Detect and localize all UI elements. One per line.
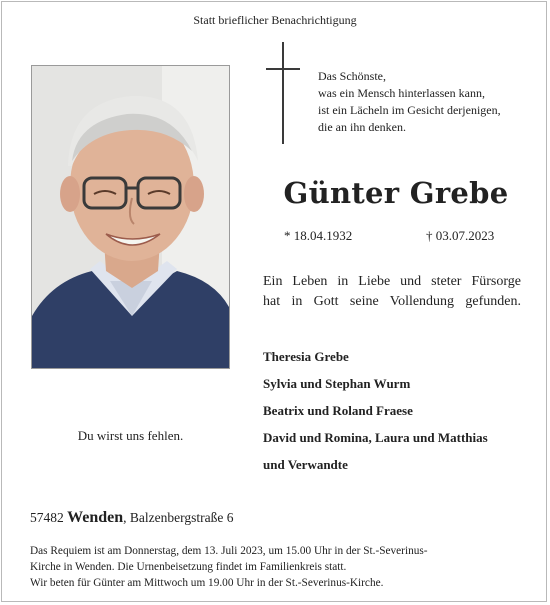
cross-icon	[266, 42, 300, 144]
poem-line: die an ihn denken.	[318, 120, 406, 134]
address-postcode: 57482	[30, 510, 64, 525]
verse-line: Ein Leben in Liebe und steter Fürsorge	[263, 274, 521, 289]
poem-line: was ein Mensch hinterlassen kann,	[318, 86, 485, 100]
notice-header: Statt brieflicher Benachrichtigung	[193, 13, 357, 27]
service-info-line: Wir beten für Günter am Mittwoch um 19.00 Uhr in der St.-Severinus-Kirche.	[30, 577, 384, 589]
death-date: † 03.07.2023	[426, 228, 495, 243]
mourner-entry: David und Romina, Laura und Matthias	[263, 430, 488, 445]
mourner-entry: Sylvia und Stephan Wurm	[263, 376, 411, 391]
portrait-photo	[31, 65, 230, 369]
mourner-entry: und Verwandte	[263, 457, 348, 472]
service-info-line: Das Requiem ist am Donnerstag, dem 13. Juli 2023, um 15.00 Uhr in der St.-Severinus-	[30, 545, 428, 557]
mourner-entry: Beatrix und Roland Fraese	[263, 403, 413, 418]
mourner-entry: Theresia Grebe	[263, 349, 349, 364]
verse-line: hat in Gott seine Vollendung gefunden.	[263, 294, 521, 309]
poem-line: Das Schönste,	[318, 69, 386, 83]
address-city: Wenden	[67, 509, 124, 526]
mourners-list	[263, 347, 533, 482]
deceased-name: Günter Grebe	[283, 176, 509, 210]
poem-line: ist ein Lächeln im Gesicht derjenigen,	[318, 103, 501, 117]
family-address	[30, 509, 233, 527]
photo-caption: Du wirst uns fehlen.	[77, 428, 184, 443]
verse	[263, 272, 521, 312]
service-info-line: Kirche in Wenden. Die Urnenbeisetzung findet im Familienkreis statt.	[30, 561, 347, 573]
address-street: , Balzenbergstraße 6	[123, 510, 234, 525]
poem	[318, 68, 528, 136]
birth-date: * 18.04.1932	[284, 228, 353, 243]
service-info	[30, 543, 530, 591]
